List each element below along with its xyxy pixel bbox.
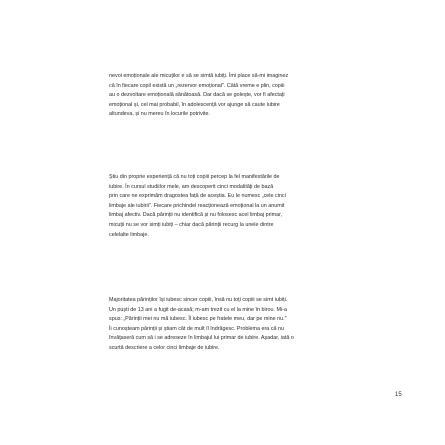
text-line: spus: „Părinții mei nu mă iubesc. Îl iubesc pe fratele meu, dar pe mine nu." [109, 316, 287, 323]
text-line: Îi cunoșteam părinții și știam cât de mult îl îndrăgesc. Problema era că nu [109, 325, 284, 332]
page-number: 15 [395, 392, 402, 398]
text-line: Știu din proprie experiență că nu toți copiii percep la fel manifestările de [109, 174, 280, 180]
text-line: limbaj afectiv. Dacă părinții nu identifică și nu folosesc acel limbaj primar, [109, 212, 283, 219]
text-line: limbaje ale iubirii". Fiecare prichindel reacționează emoțional la un anumit [109, 202, 285, 209]
paragraph-1 [109, 72, 369, 120]
text-line: celelalte limbaje. [109, 231, 149, 238]
text-line: emoțional și, cel mai probabil, în adolescență vor ajunge să caute iubire [109, 101, 280, 108]
paragraph-2 [109, 173, 369, 240]
text-line: au o dezvoltare emoțională sănătoasă. Dar dacă se golește, vor fi afectați [109, 92, 285, 99]
text-line: că în fiecare copil există un „rezervor emoțional". Câtă vreme e plin, copiii [109, 82, 285, 89]
text-line: Un puști de 13 ani a fugit de-acasă; m-am trezit cu el la mine în birou. Mi-a [109, 306, 287, 313]
text-line: micuții nu se vor simți iubiți – chiar dacă părinții recurg la unele dintre [109, 221, 274, 228]
paragraph-3 [109, 296, 369, 354]
text-line: altundeva, și nu mereu în locurile potrivite. [109, 111, 210, 118]
text-line: prin care ne exprimăm dragostea față de aceștia. Eu le numesc „cele cinci [109, 193, 286, 200]
text-line: iubire. În cursul studiilor mele, am descoperit cinci modalități de bază [109, 183, 274, 190]
text-line: învățaseră cum să i se adreseze în limbajul lui primar de iubire. Așadar, iată o [109, 335, 294, 342]
text-line: Majoritatea părinților își iubesc sincer copiii, însă nu toți copiii se simt iubiți. [109, 297, 288, 303]
text-line: scurtă descriere a celor cinci limbaje de iubire. [109, 344, 220, 351]
text-line: nevoi emoționale ale micuților e să se simtă iubiți. Îmi place să-mi imaginez [109, 73, 289, 79]
